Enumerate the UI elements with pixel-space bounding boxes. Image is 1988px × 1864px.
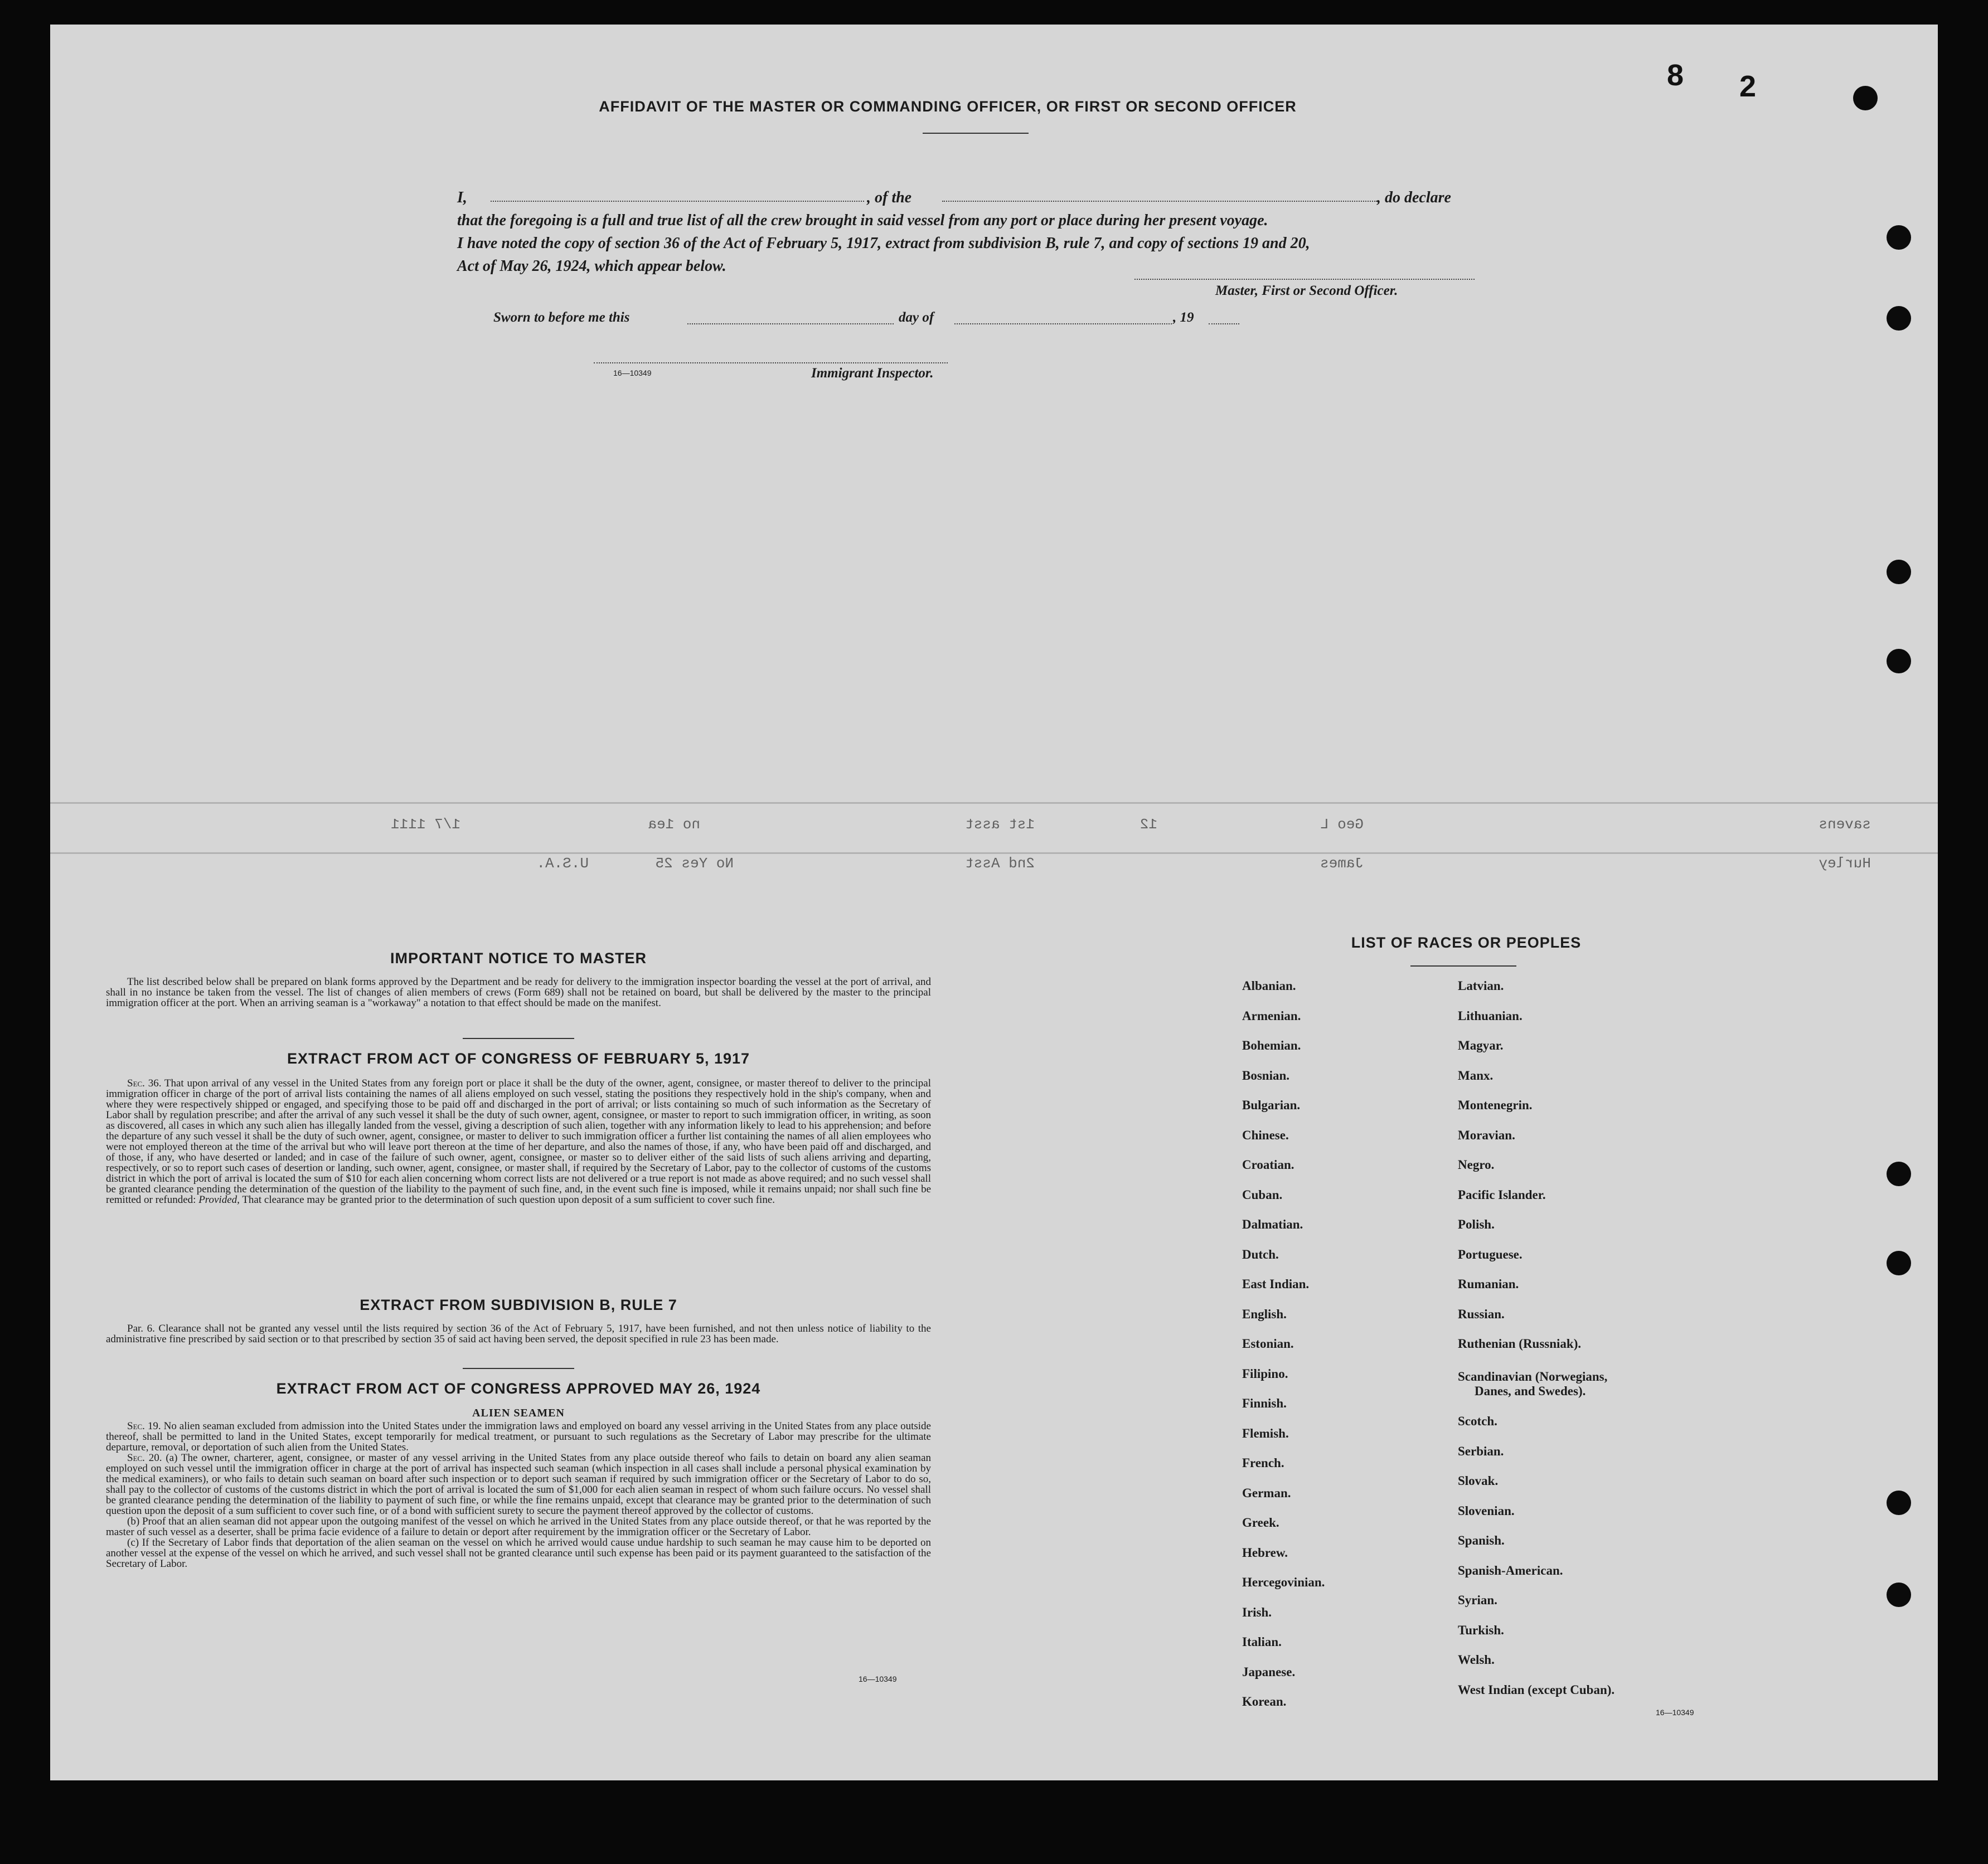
sec20b-text: (b) Proof that an alien seaman did not appear upon the outgoing manifest of the vessel on which he arrived in the United States from any place outside thereof, or that he was reported by the master of such vessel as a deserter, shall be prima facie evidence of a failure to detain or deport after requirement by the immigration officer or the Secretary of Labor. — [106, 1516, 931, 1538]
sworn-year: , 19 — [1173, 310, 1194, 325]
sec20c-text: (c) If the Secretary of Labor finds that deportation of the alien seaman on the vessel on which he arrived would cause undue hardship to such seaman he may cause him to be deported on another vessel at the expense of the vessel on which he arrived, and such vessel shall not be granted clearance until such expense has been paid or its payment guaranteed to the satisfaction of the Secretary of Labor. — [106, 1537, 931, 1570]
race-item: West Indian (except Cuban). — [1458, 1682, 1615, 1697]
sworn-date-field[interactable] — [687, 323, 894, 324]
corner-mark-left: 8 — [1667, 59, 1684, 92]
form-number-top: 16—10349 — [613, 368, 652, 377]
sec19-label: Sec. 19. — [127, 1420, 161, 1432]
sworn-year-field[interactable] — [1209, 323, 1239, 324]
extract-1924-title: EXTRACT FROM ACT OF CONGRESS APPROVED MAY 26, 1924 — [276, 1380, 761, 1397]
form-page — [50, 25, 1938, 1780]
inspector-signature-field[interactable] — [594, 362, 948, 363]
race-item: Negro. — [1458, 1158, 1495, 1172]
divider — [463, 1038, 574, 1039]
rule7-paragraph: Par. 6. Clearance shall not be granted any vessel until the lists required by section 36 of the Act of February 5, 1917, have been furnished, and not then unless notice of liability to the administrative fine prescribed by said section or to that prescribed by section 35 of said act having been served, the deposit specified in rule 23 has been made. — [106, 1323, 931, 1345]
sworn-month-field[interactable] — [954, 323, 1172, 324]
bleed-age-1: 12 — [1140, 816, 1157, 833]
bleed-date-1: 1/7 1111 — [391, 816, 460, 833]
proviso-text: That clearance may be granted prior to the determination of such question upon deposit of a sum sufficient to cover such fine. — [242, 1194, 775, 1206]
master-signature-label: Master, First or Second Officer. — [1215, 283, 1398, 298]
race-item: Croatian. — [1242, 1158, 1294, 1172]
affidavit-i: I, — [457, 189, 467, 206]
race-item: Dalmatian. — [1242, 1217, 1303, 1231]
race-item: Portuguese. — [1458, 1247, 1522, 1261]
race-item: Magyar. — [1458, 1038, 1504, 1052]
sworn-day-of: day of — [899, 310, 934, 325]
race-item: Turkish. — [1458, 1623, 1504, 1637]
race-item: Estonian. — [1242, 1337, 1294, 1351]
punch-hole — [1887, 560, 1911, 584]
affidavit-line2: that the foregoing is a full and true list of all the crew brought in said vessel from any port or place during her present voyage. — [457, 212, 1268, 229]
race-item: Rumanian. — [1458, 1277, 1519, 1291]
sec19-text: No alien seaman excluded from admission into the United States under the immigration laws and employed on board any vessel arriving in the United States from any place outside thereof, shall be permitted to land in the United States, except temporarily for medical treatment, or pursuant to such regulations as the Secretary of Labor may prescribe for the ultimate departure, removal, or deportation of such alien from the United States. — [106, 1420, 931, 1453]
form-number-left: 16—10349 — [859, 1674, 897, 1683]
race-item: Polish. — [1458, 1217, 1495, 1231]
bleed-given-1: Geo L — [1320, 816, 1364, 833]
race-item: Syrian. — [1458, 1593, 1497, 1607]
alien-seamen-subtitle: ALIEN SEAMEN — [472, 1407, 565, 1419]
bleed-rank-2: 2nd Asst — [965, 855, 1035, 872]
race-item: Finnish. — [1242, 1396, 1287, 1410]
affidavit-title-rule — [923, 133, 1029, 134]
races-column-2 — [1458, 979, 1614, 1712]
race-item: Moravian. — [1458, 1128, 1515, 1142]
bleed-given-2: James — [1320, 855, 1364, 872]
punch-hole — [1887, 1491, 1911, 1515]
race-item: Hebrew. — [1242, 1545, 1288, 1560]
race-item: Dutch. — [1242, 1247, 1279, 1261]
sec36-label: Sec. 36. — [127, 1077, 162, 1089]
sec20-label: Sec. 20. — [127, 1452, 162, 1464]
races-column-1 — [1242, 979, 1325, 1725]
race-item: English. — [1242, 1307, 1287, 1321]
proviso-label: Provided, — [198, 1194, 240, 1206]
race-item: Armenian. — [1242, 1008, 1301, 1023]
race-item: Scotch. — [1458, 1414, 1497, 1428]
bleed-name-1: savens — [1819, 816, 1871, 833]
race-item: Filipino. — [1242, 1366, 1288, 1381]
extract-1917-text — [106, 1078, 931, 1205]
races-title-rule — [1410, 965, 1516, 967]
divider — [463, 1368, 574, 1369]
punch-hole — [1853, 86, 1878, 110]
race-item: Danes, and Swedes). — [1475, 1384, 1586, 1398]
rule7-title: EXTRACT FROM SUBDIVISION B, RULE 7 — [360, 1297, 677, 1313]
race-item: Serbian. — [1458, 1444, 1504, 1458]
race-item: Hercegovinian. — [1242, 1575, 1325, 1589]
fold-line — [50, 802, 1938, 804]
race-item: Bosnian. — [1242, 1068, 1290, 1083]
punch-hole — [1887, 649, 1911, 673]
affidavit-of-the: , of the — [867, 189, 912, 206]
affidavit-declare: , do declare — [1377, 189, 1451, 206]
punch-hole — [1887, 1162, 1911, 1186]
extract-1917-title: EXTRACT FROM ACT OF CONGRESS OF FEBRUARY 5, 1917 — [287, 1050, 750, 1067]
corner-mark-right: 2 — [1739, 70, 1757, 103]
race-item: German. — [1242, 1486, 1291, 1500]
extract-1924-text — [106, 1421, 931, 1569]
sec36-text: That upon arrival of any vessel in the United States from any foreign port or place it shall be the duty of the owner, agent, consignee, or master thereof to deliver to the principal immigration officer in charge of the port of arrival lists containing the names of all aliens employed on such vessel, stating the positions they respectively hold in the ship's company, when and where they were respectively shipped or engaged, and specifying those to be paid off and discharged in the port of arrival; or lists containing so much of such information as the Secretary of Labor shall by regulation prescribe; and after the arrival of any such vessel it shall be the duty of such owner, agent, consignee, or master to report to such immigration officer, in writing, as soon as discovered, all cases in which any such alien has illegally landed from the vessel, giving a description of such alien, together with any information likely to lead to his apprehension; and before the departure of any such vessel it shall be the duty of such owner, agent, consignee, or master to deliver to such immigration officer a further list containing the names of all alien employees who were not employed thereon at the time of the arrival but who will leave port thereon at the time of her departure, and also the names of those, if any, who have been paid off and discharged, and of those, if any, who have deserted or landed; and in case of the failure of such owner, agent, consignee, or master so to deliver either of the said lists of such aliens arriving and departing, respectively, or so to report such cases of desertion or landing, such owner, agent, consignee, or master shall, if required by the Secretary of Labor, pay to the collector of customs of the customs district in which the port of arrival is located the sum of $10 for each alien concerning whom correct lists are not delivered or a true report is not made as above required; and no such vessel shall be granted clearance pending the determination of the question of the liability to the payment of such fine, and, in the event such fine is imposed, while it remains unpaid; nor shall such fine be remitted or refunded: — [106, 1077, 931, 1206]
sec20a-text: (a) The owner, charterer, agent, consignee, or master of any vessel arriving in the United States from any place outside thereof who fails to detain on board any alien seaman employed on such vessel until the immigration officer in charge at the port of arrival has inspected such seaman (which inspection in all cases shall include a personal physical examination by the medical examiners), or who fails to detain such seaman on board after such inspection or to deport such seaman if required by such immigration officer or the Secretary of Labor to do so, shall pay to the collector of customs of the customs district in which the port of arrival is located the sum of $1,000 for each alien seaman in respect of whom such failure occurs. No vessel shall be granted clearance pending the determination of the liability to payment of such fine, or while the fine remains unpaid, except that clearance may be granted prior to the determination of such question upon the deposit of a sum sufficient to cover such fine, or of a bond with sufficient surety to secure the payment thereof approved by the collector of customs. — [106, 1452, 932, 1517]
inspector-label: Immigrant Inspector. — [811, 366, 934, 381]
race-item: Slovenian. — [1458, 1503, 1515, 1518]
affidavit-body — [457, 186, 1550, 278]
race-item: Ruthenian (Russniak). — [1458, 1337, 1582, 1351]
race-item: Albanian. — [1242, 979, 1296, 993]
notice-text — [106, 977, 931, 1008]
bleed-name-2: Hurley — [1819, 855, 1871, 872]
master-signature-field[interactable] — [1134, 279, 1475, 280]
notice-title: IMPORTANT NOTICE TO MASTER — [390, 950, 647, 967]
sworn-label: Sworn to before me this — [493, 310, 630, 325]
punch-hole — [1887, 225, 1911, 250]
race-item: Greek. — [1242, 1516, 1279, 1530]
master-name-field[interactable] — [491, 201, 864, 202]
notice-paragraph: The list described below shall be prepared on blank forms approved by the Department and be ready for delivery to the immigration inspector boarding the vessel at the port of arrival, and shall in no instance be taken from the vessel. The list of changes of alien members of crews (Form 689) shall not be retained on board, but shall be delivered by the master to the principal immigration officer at the port. When an arriving seaman is a "workaway" a notation to that effect should be made on the manifest. — [106, 976, 931, 1009]
race-item: Spanish-American. — [1458, 1563, 1563, 1577]
race-item: Irish. — [1242, 1605, 1272, 1619]
affidavit-title: AFFIDAVIT OF THE MASTER OR COMMANDING OFFICER, OR FIRST OR SECOND OFFICER — [599, 98, 1297, 115]
punch-hole — [1887, 306, 1911, 331]
rule7-text — [106, 1323, 931, 1344]
bleed-through-text — [50, 805, 1938, 877]
affidavit-line3: I have noted the copy of section 36 of the Act of February 5, 1917, extract from subdivision B, rule 7, and copy of sections 19 and 20, — [457, 235, 1310, 252]
race-item: Italian. — [1242, 1635, 1282, 1649]
bleed-rank-1: 1st asst — [965, 816, 1035, 833]
race-item: Scandinavian (Norwegians, — [1458, 1370, 1608, 1384]
race-item: Korean. — [1242, 1695, 1287, 1708]
race-item: French. — [1242, 1456, 1284, 1470]
punch-hole — [1887, 1251, 1911, 1275]
race-item: Manx. — [1458, 1068, 1494, 1083]
race-item: East Indian. — [1242, 1277, 1310, 1291]
race-item: Slovak. — [1458, 1474, 1499, 1488]
races-title: LIST OF RACES OR PEOPLES — [1351, 934, 1582, 951]
race-item: Russian. — [1458, 1307, 1505, 1321]
race-item: Bulgarian. — [1242, 1098, 1301, 1112]
race-item: Japanese. — [1242, 1664, 1296, 1679]
race-item: Latvian. — [1458, 979, 1504, 993]
race-item: Spanish. — [1458, 1533, 1505, 1547]
race-item: Cuban. — [1242, 1187, 1283, 1202]
race-item: Chinese. — [1242, 1128, 1289, 1142]
punch-hole — [1887, 1583, 1911, 1607]
race-item: Flemish. — [1242, 1426, 1289, 1440]
race-item: Welsh. — [1458, 1653, 1495, 1667]
form-number-right: 16—10349 — [1656, 1708, 1694, 1717]
bleed-col-2: No Yes 25 — [655, 855, 734, 872]
vessel-name-field[interactable] — [942, 201, 1377, 202]
affidavit-line4: Act of May 26, 1924, which appear below. — [457, 258, 726, 275]
race-item: Lithuanian. — [1458, 1008, 1522, 1023]
bleed-nation-2: U.S.A. — [536, 855, 589, 872]
bleed-col-1: no 1ea — [648, 816, 700, 833]
race-item: Montenegrin. — [1458, 1098, 1533, 1112]
race-item: Bohemian. — [1242, 1038, 1301, 1052]
race-item: Pacific Islander. — [1458, 1187, 1546, 1202]
